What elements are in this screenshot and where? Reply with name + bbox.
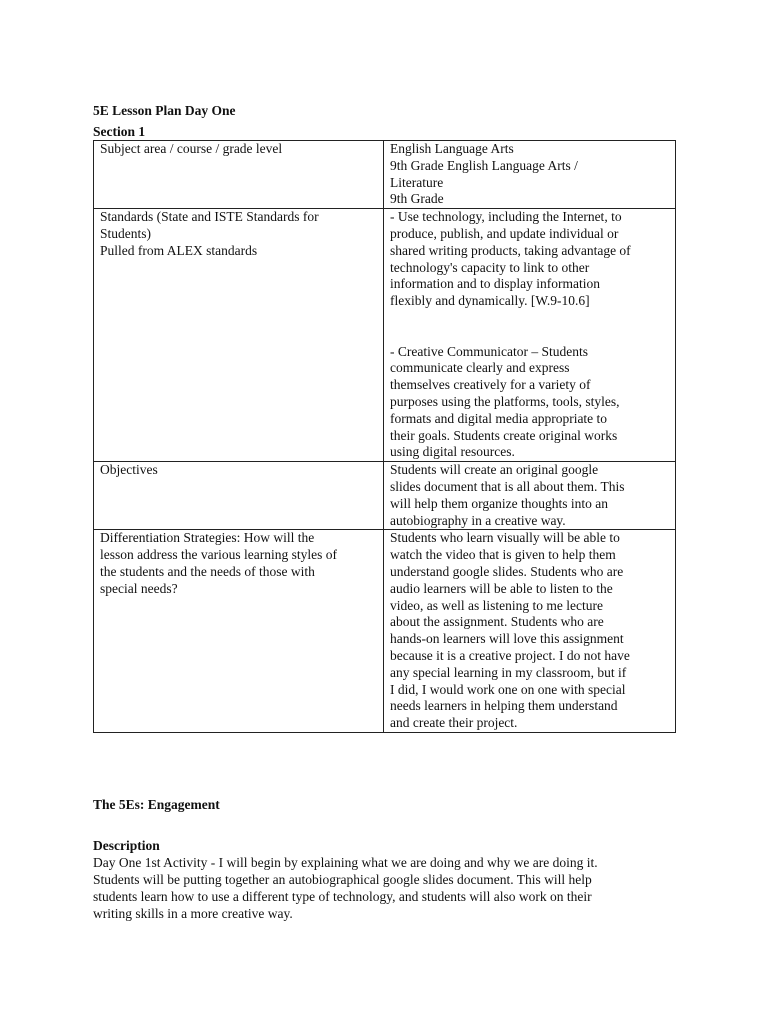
cell-text: shared writing products, taking advantage of <box>390 242 631 258</box>
cell-differentiation-value <box>384 530 676 733</box>
cell-text: flexibly and dynamically. [W.9-10.6] <box>390 293 590 309</box>
cell-text: 9th Grade <box>390 191 444 207</box>
cell-text: Objectives <box>100 462 158 478</box>
cell-text: Standards (State and ISTE Standards for <box>100 209 319 225</box>
table-row-subject <box>94 141 676 209</box>
cell-text: about the assignment. Students who are <box>390 614 604 630</box>
cell-text: English Language Arts <box>390 141 514 156</box>
cell-standards-label <box>94 209 384 462</box>
description-label: Description <box>93 838 160 853</box>
cell-differentiation-label <box>94 530 384 733</box>
table-row-objectives <box>94 462 676 530</box>
lesson-plan-table <box>93 140 676 733</box>
cell-text: Pulled from ALEX standards <box>100 242 258 258</box>
cell-objectives-label <box>94 462 384 530</box>
cell-text: needs learners in helping them understand <box>390 698 618 714</box>
engagement-heading: The 5Es: Engagement <box>93 797 220 812</box>
cell-subject-value <box>384 141 676 209</box>
cell-text: Students who learn visually will be able to <box>390 530 620 546</box>
cell-text: watch the video that is given to help them <box>390 547 616 563</box>
cell-text: information and to display information <box>390 276 600 292</box>
cell-text: Literature <box>390 174 444 190</box>
cell-text: will help them organize thoughts into an <box>390 495 608 511</box>
page-title: 5E Lesson Plan Day One <box>93 103 236 118</box>
table-row-standards <box>94 209 676 462</box>
description-paragraph <box>93 854 683 922</box>
cell-text: produce, publish, and update individual or <box>390 225 619 241</box>
cell-text: special needs? <box>100 580 178 596</box>
cell-text: communicate clearly and express <box>390 360 570 376</box>
cell-text: and create their project. <box>390 715 518 731</box>
cell-text: 9th Grade English Language Arts / <box>390 157 578 173</box>
paragraph-line: students learn how to use a different type of technology, and students will also work on their <box>93 889 592 904</box>
cell-text: understand google slides. Students who are <box>390 563 624 579</box>
cell-subject-label <box>94 141 384 209</box>
cell-text: their goals. Students create original works <box>390 427 618 443</box>
cell-text: I did, I would work one on one with special <box>390 681 626 697</box>
paragraph-line: writing skills in a more creative way. <box>93 906 293 921</box>
cell-text: video, as well as listening to me lecture <box>390 597 603 613</box>
paragraph-line: Day One 1st Activity - I will begin by explaining what we are doing and why we are doing it. <box>93 855 598 870</box>
cell-text: lesson address the various learning styles of <box>100 547 337 563</box>
cell-text: formats and digital media appropriate to <box>390 410 608 426</box>
cell-text: technology's capacity to link to other <box>390 259 590 275</box>
cell-text: audio learners will be able to listen to the <box>390 580 613 596</box>
cell-text: - Use technology, including the Internet, to <box>390 209 622 225</box>
cell-text: the students and the needs of those with <box>100 563 315 579</box>
cell-text: Students) <box>100 225 152 241</box>
cell-standards-value <box>384 209 676 462</box>
section-label: Section 1 <box>93 124 146 139</box>
cell-text: themselves creatively for a variety of <box>390 377 591 393</box>
cell-text: Differentiation Strategies: How will the <box>100 530 315 546</box>
cell-text: any special learning in my classroom, but if <box>390 664 627 680</box>
cell-text: slides document that is all about them. This <box>390 478 625 494</box>
cell-text: hands-on learners will love this assignment <box>390 631 624 647</box>
cell-text: Students will create an original google <box>390 462 599 478</box>
cell-text: - Creative Communicator – Students <box>390 343 588 359</box>
cell-text: using digital resources. <box>390 444 515 460</box>
paragraph-line: Students will be putting together an autobiographical google slides document. This will help <box>93 872 592 887</box>
blank-space <box>390 310 669 344</box>
cell-text: because it is a creative project. I do not have <box>390 647 630 663</box>
cell-objectives-value <box>384 462 676 530</box>
cell-text: autobiography in a creative way. <box>390 512 566 528</box>
cell-text: Subject area / course / grade level <box>100 141 283 156</box>
table-row-differentiation <box>94 530 676 733</box>
cell-text: purposes using the platforms, tools, styles, <box>390 393 620 409</box>
